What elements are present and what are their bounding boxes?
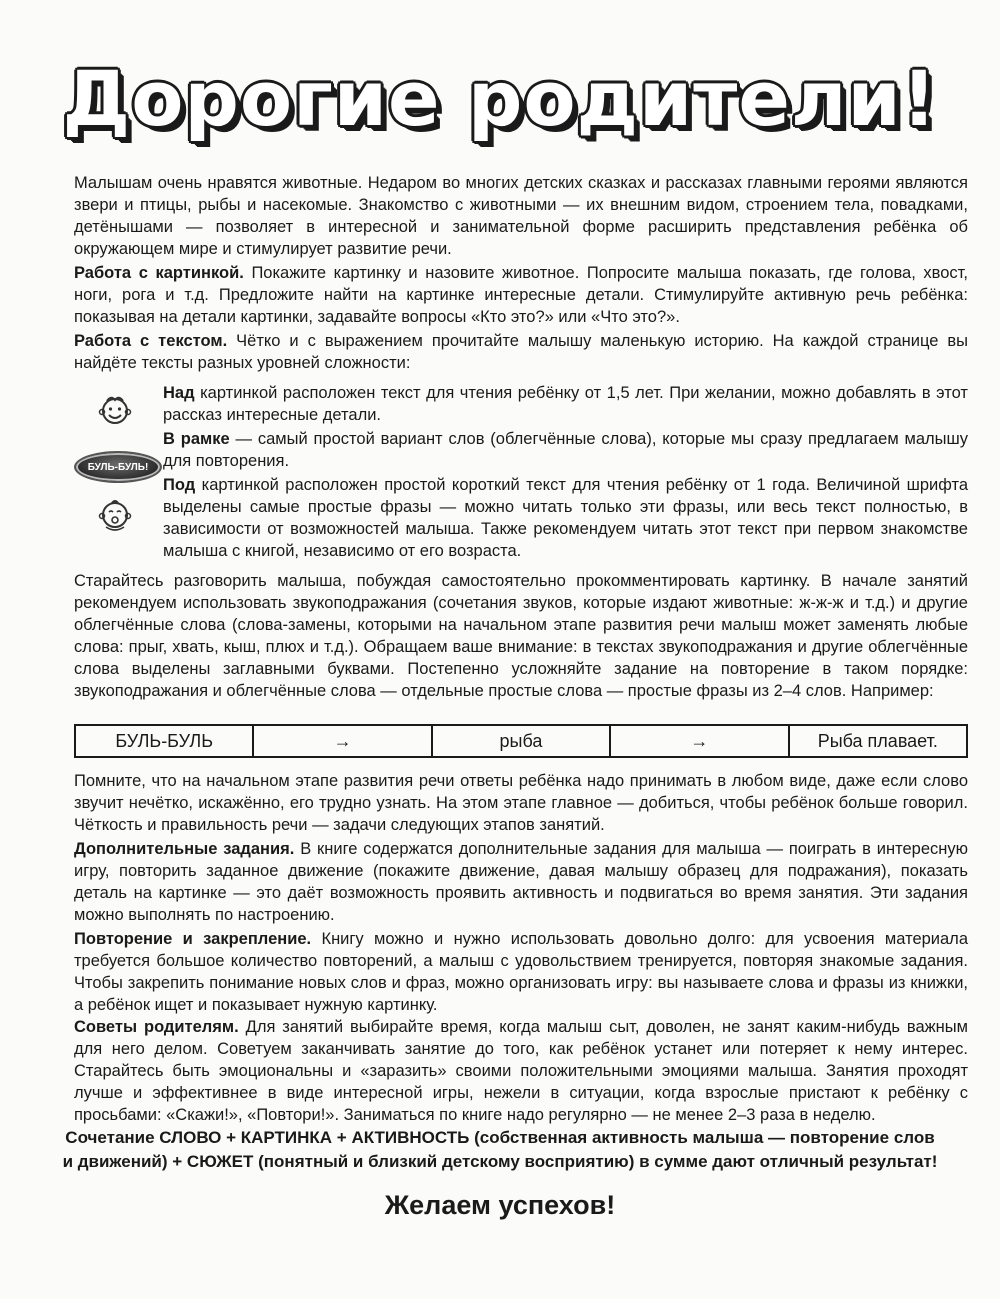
extra-tasks-heading: Дополнительные задания.: [74, 840, 295, 858]
summary-line-2: и движений) + СЮЖЕТ (понятный и близкий детскому восприятию) в сумме дают отличный результат!: [62, 1152, 938, 1171]
extra-tasks-text: В книге содержатся дополнительные задания для малыша — поиграть в интересную игру, повторить заданное движение (покажите движение, давая малышу образец для подражания), показать деталь на картинке — это даёт возможность проявить активность и подвигаться во время занятия. Эти задания можно выполнять по настроению.: [74, 840, 968, 924]
try-talk-paragraph: Старайтесь разговорить малыша, побуждая самостоятельно прокомментировать картинку. В начале занятий рекомендуем использовать звукоподражания (сочетания звуков, которые издают животные: ж-ж-ж и т.д.) и другие облегчённые слова (слова-замены, которыми на начальном этапе развития речи малыш может заменять любые слова: прыг, хвать, кыш, плюх и т.д.). Обращаем ваше внимание: в текстах звукоподражания и другие облегчённые слова выделены заглавными буквами. Постепенно усложняйте задание на повторение в таком порядке: звукоподражания и облегчённые слова — отдельные простые слова — простые фразы из 2–4 слов. Например:: [74, 572, 968, 700]
level-below-text: картинкой расположен простой короткий текст для чтения ребёнку от 1 года. Величиной шрифта выделены самые простые фразы — можно читать только эти фразы, или весь текст полностью, в зависимости от возможностей малыша. Также рекомендуем читать этот текст при первом знакомстве малыша с книгой, независимо от его возраста.: [163, 476, 968, 560]
picture-work-text: Покажите картинку и назовите животное. Попросите малыша показать, где голова, хвост, ноги, рога и т.д. Предложите найти на картинке интересные детали. Стимулируйте активную речь ребёнка: показывая на детали картинки, задавайте вопросы «Кто это?» или «Что это?».: [74, 264, 968, 326]
example-arrow: →: [253, 725, 431, 757]
intro-paragraph: Малышам очень нравятся животные. Недаром во многих детских сказках и рассказах главными героями являются звери и птицы, рыбы и насекомые. Знакомство с животными — их внешним видом, строением тела, повадками, детёнышами — позволяет в интересной и занимательной форме расширить представления ребёнка об окружающем мире и стимулирует развитие речи.: [74, 174, 968, 258]
example-sound-word: БУЛЬ-БУЛЬ: [75, 725, 253, 757]
level-frame-paragraph: [163, 428, 968, 472]
repetition-heading: Повторение и закрепление.: [74, 930, 312, 948]
example-arrow: →: [610, 725, 788, 757]
level-below-paragraph: [163, 474, 968, 562]
advice-text: Для занятий выбирайте время, когда малыш сыт, доволен, не занят каким-нибудь важным для него делом. Советуем заканчивать занятие до того, как ребёнок устанет или потеряет к нему интерес. Старайтесь быть эмоциональны и «заразить» своими положительными эмоциями малыша. Занятия проходят лучше и эффективнее в виде интересной игры, нежели в ситуации, когда взрослые пристают к ребёнку с просьбами: «Скажи!», «Повтори!». Заниматься по книге надо регулярно — не менее 2–3 раза в неделю.: [74, 1018, 968, 1124]
remember-paragraph: Помните, что на начальном этапе развития речи ответы ребёнка надо принимать в любом виде, даже если слово звучит нечётко, искажённо, его трудно узнать. На этом этапе главное — добиться, чтобы ребёнок больше говорил. Чёткость и правильность речи — задачи следующих этапов занятий.: [74, 772, 968, 834]
closing-wish: Желаем успехов!: [384, 1190, 616, 1220]
level-frame-heading: В рамке: [163, 430, 230, 448]
smiling-child-face-icon: [70, 388, 160, 434]
summary-line-1: Сочетание СЛОВО + КАРТИНКА + АКТИВНОСТЬ (собственная активность малыша — повторение слов: [65, 1128, 935, 1147]
extra-tasks-paragraph: [74, 838, 968, 926]
page-title: Дорогие родители!: [62, 54, 938, 143]
level-frame-text: — самый простой вариант слов (облегчённые слова), которые мы сразу предлагаем малышу для повторения.: [163, 430, 969, 470]
example-table: [74, 724, 968, 758]
example-simple-word: рыба: [432, 725, 610, 757]
example-row: [75, 725, 967, 757]
text-work-text: Чётко и с выражением прочитайте малышу маленькую историю. На каждой странице вы найдёте тексты разных уровней сложности:: [74, 332, 968, 372]
example-phrase: Рыба плавает.: [789, 725, 967, 757]
repetition-paragraph: [74, 928, 968, 1016]
advice-heading: Советы родителям.: [74, 1018, 239, 1036]
picture-work-paragraph: [74, 262, 968, 328]
level-below-heading: Под: [163, 476, 196, 494]
advice-paragraph: [74, 1016, 968, 1126]
text-work-paragraph: [74, 330, 968, 374]
text-work-heading: Работа с текстом.: [74, 332, 228, 350]
repetition-text: Книгу можно и нужно использовать довольно долго: для усвоения материала требуется большое количество повторений, а малыш с удовольствием тренируется, повторяя знакомые задания. Чтобы закрепить понимание новых слов и фраз, можно организовать игру: вы называете слова и фразы из книжки, а ребёнок ищет и показывает нужную картинку.: [74, 930, 968, 1014]
level-above-heading: Над: [163, 384, 195, 402]
level-above-paragraph: [163, 382, 968, 426]
bul-bul-badge-icon: БУЛЬ-БУЛЬ!: [74, 451, 162, 483]
baby-with-pacifier-icon: [70, 492, 160, 538]
level-above-text: картинкой расположен текст для чтения ребёнку от 1,5 лет. При желании, можно добавлять в этот рассказ интересные детали.: [163, 384, 968, 424]
picture-work-heading: Работа с картинкой.: [74, 264, 244, 282]
